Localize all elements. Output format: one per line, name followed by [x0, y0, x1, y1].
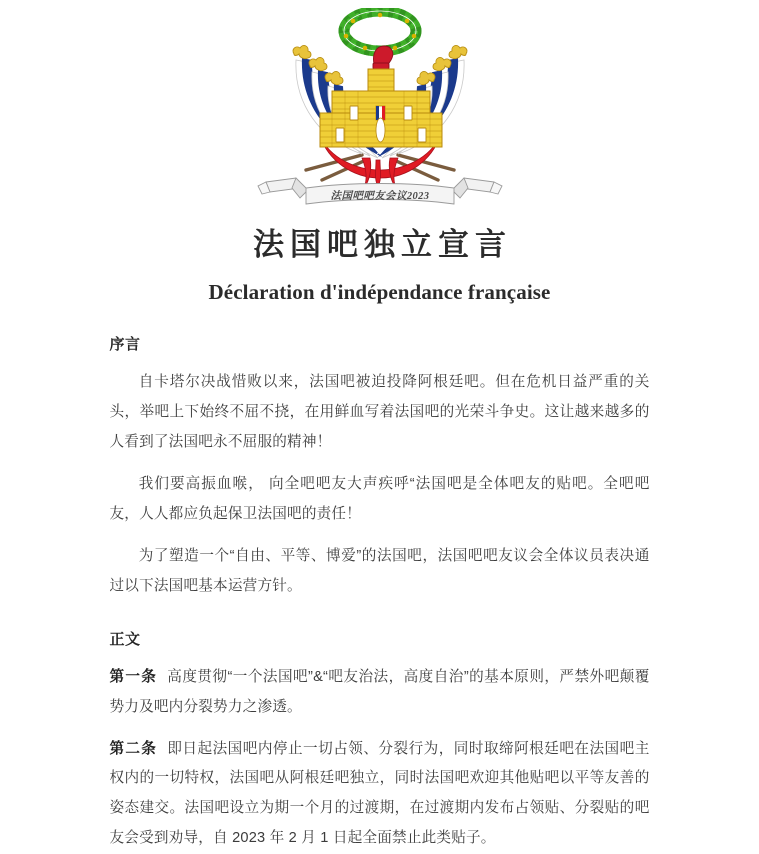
article-item: [110, 663, 650, 723]
article-text: 高度贯彻“一个法国吧”&“吧友治法，高度自治”的基本原则，严禁外吧颠覆势力及吧内分裂势力之渗透。: [109, 668, 650, 715]
preface-paragraph-3: 为了塑造一个“自由、平等、博爱”的法国吧，法国吧吧友议会全体议员表决通过以下法国吧基本运营方针。: [109, 547, 650, 594]
phrygian-cap-icon: [373, 46, 393, 69]
article-item: [110, 735, 650, 854]
preface-paragraph-2: 我们要高振血喉， 向全吧吧友大声疾呼“法国吧是全体吧友的贴吧。全吧吧友，人人都应负起保卫法国吧的责任！: [109, 476, 650, 522]
laurel-wreath-icon: [343, 11, 416, 51]
section-heading-preface: 序言: [109, 336, 141, 354]
preface-paragraph-1: 自卡塔尔决战惜败以来，法国吧被迫投降阿根廷吧。但在危机日益严重的关头，举吧上下始终不屈不挠，在用鲜血写着法国吧的光荣斗争史。这让越来越多的人看到了法国吧永不屈服的精神！: [109, 374, 650, 451]
page-title: 法国吧独立宣言: [253, 227, 512, 262]
scroll-banner-text: 法国吧吧友会议2023: [330, 191, 429, 202]
section-heading-main: 正文: [109, 630, 141, 648]
cockade-icon: [376, 106, 385, 142]
title-block: [0, 226, 759, 305]
article-label: 第二条: [109, 740, 158, 757]
coat-of-arms: [0, 0, 759, 212]
scroll-banner-icon: [258, 178, 502, 204]
article-text: 即日起法国吧内停止一切占领、分裂行为，同时取缔阿根廷吧在法国吧主权内的一切特权，法国吧从阿根廷吧独立，同时法国吧欢迎其他贴吧以平等友善的姿态建交。法国吧设立为期一个月的过渡期，在过渡期内发布占领贴、分裂贴的吧友会受到劝导，自 2023 年 2 月 1 日起全面禁止此类贴子。: [109, 740, 650, 847]
page-subtitle: Déclaration d'indépendance française: [208, 280, 551, 305]
coat-of-arms-graphic: [250, 8, 510, 213]
article-label: 第一条: [109, 668, 158, 685]
document-body: [110, 305, 650, 854]
